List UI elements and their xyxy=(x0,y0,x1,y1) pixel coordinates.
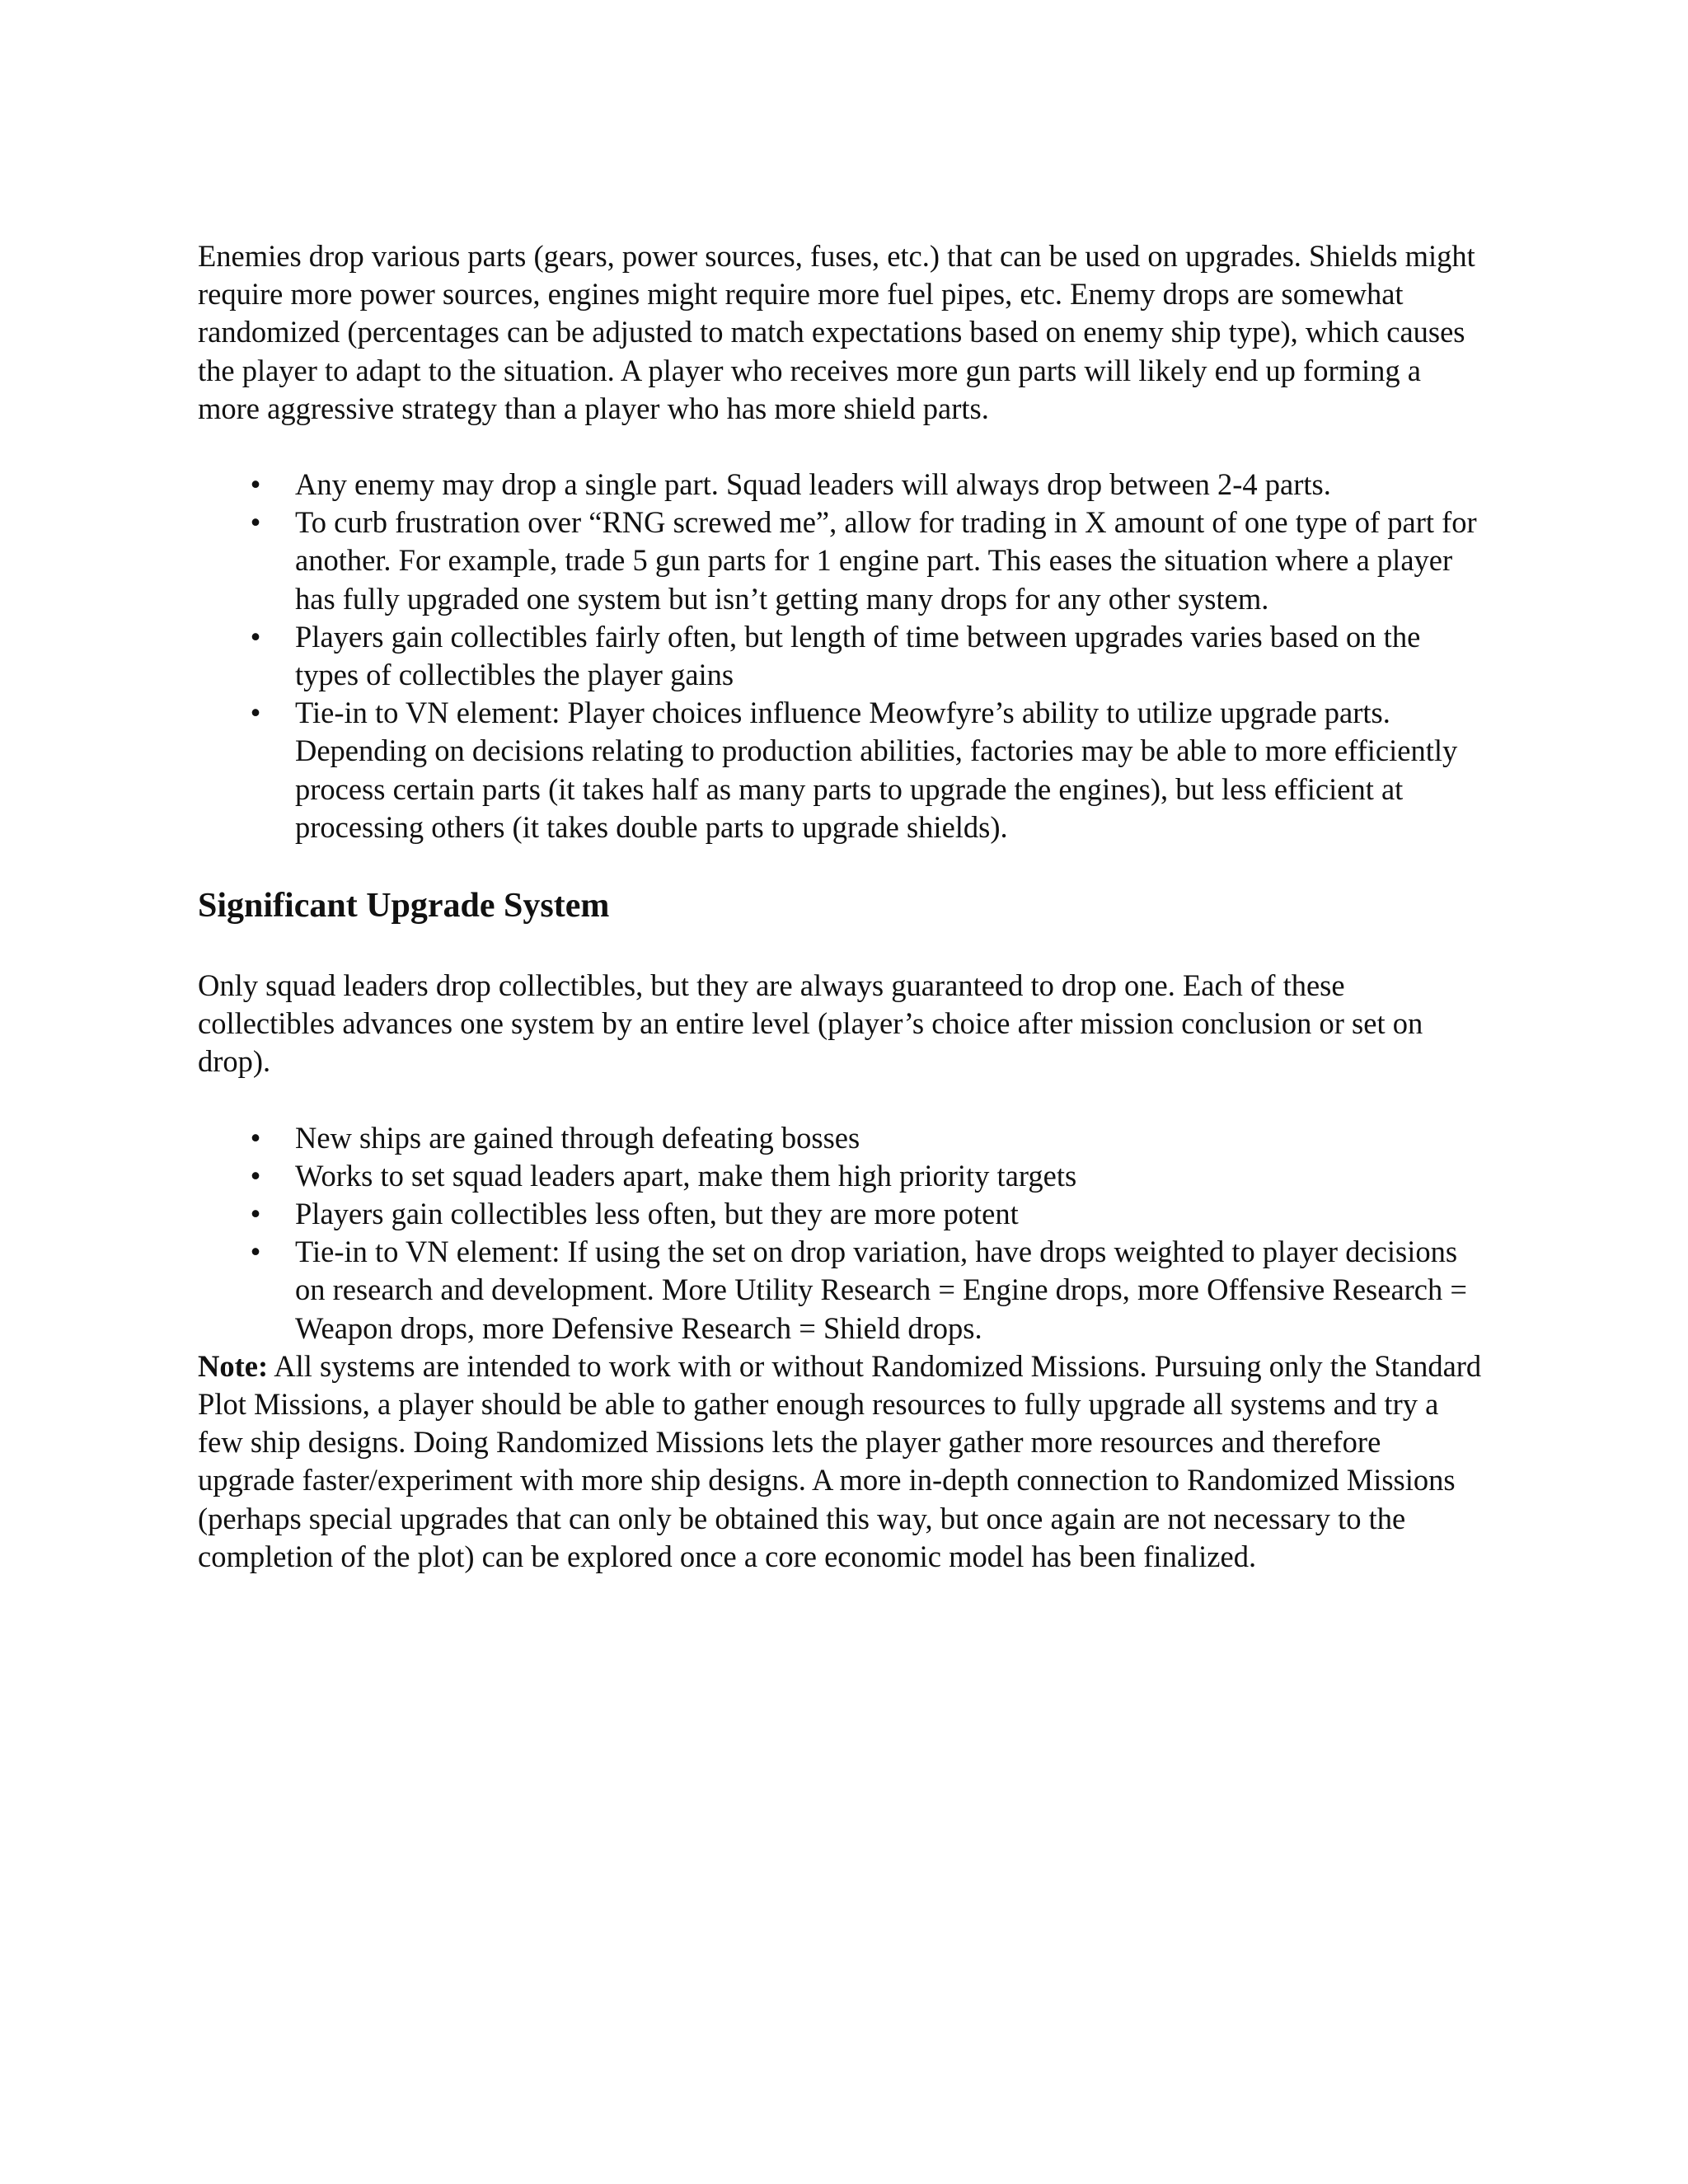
list-item xyxy=(198,694,1484,846)
bullet-icon: • xyxy=(250,696,261,730)
bullet-icon: • xyxy=(250,505,261,540)
list-item xyxy=(198,504,1484,618)
list-item-text: Tie-in to VN element: Player choices influence Meowfyre’s ability to utilize upgrade parts. Depending on decisions relating to production abilities, factories may be able to more efficiently process certain parts (it takes half as many parts to upgrade the engines), but less efficient at processing others (it takes double parts to upgrade shields). xyxy=(295,696,1458,844)
list-item xyxy=(198,1233,1484,1347)
list-item-text: New ships are gained through defeating bosses xyxy=(295,1120,860,1155)
intro-paragraph: Enemies drop various parts (gears, power sources, fuses, etc.) that can be used on upgrades. Shields might require more power sources, engines might require more fuel pipes, etc. Enemy drops are somewhat randomized (percentages can be adjusted to match expectations based on enemy ship type), which causes the player to adapt to the situation. A player who receives more gun parts will likely end up forming a more aggressive strategy than a player who has more shield parts. xyxy=(198,239,1475,425)
bullet-icon: • xyxy=(250,1235,261,1269)
list-item-text: Tie-in to VN element: If using the set on drop variation, have drops weighted to player decisions on research and development. More Utility Research = Engine drops, more Offensive Research = Weapon drops, more Defensive Research = Shield drops. xyxy=(295,1235,1467,1345)
significant-paragraph: Only squad leaders drop collectibles, but they are always guaranteed to drop one. Each of these collectibles advances one system by an entire level (player’s choice after mission conclusion or set on drop). xyxy=(198,968,1423,1079)
section-heading: Significant Upgrade System xyxy=(198,887,610,926)
note-label: Note: xyxy=(198,1348,269,1383)
list-item-text: Players gain collectibles fairly often, but length of time between upgrades varies based on the types of collectibles the player gains xyxy=(295,619,1421,692)
bullet-icon: • xyxy=(250,467,261,502)
document-page xyxy=(198,237,1484,1576)
bullet-icon: • xyxy=(250,1120,261,1155)
list-item xyxy=(198,466,1484,504)
note-paragraph xyxy=(198,1347,1484,1576)
parts-bullet-list xyxy=(198,466,1484,846)
significant-bullet-list xyxy=(198,1119,1484,1347)
list-item xyxy=(198,1195,1484,1233)
bullet-icon: • xyxy=(250,1158,261,1193)
list-item-text: To curb frustration over “RNG screwed me”, allow for trading in X amount of one type of part for another. For example, trade 5 gun parts for 1 engine part. This eases the situation where a player has fully upgraded one system but isn’t getting many drops for any other system. xyxy=(295,505,1477,616)
list-item xyxy=(198,1119,1484,1157)
list-item-text: Works to set squad leaders apart, make them high priority targets xyxy=(295,1158,1077,1193)
bullet-icon: • xyxy=(250,1197,261,1231)
bullet-icon: • xyxy=(250,619,261,654)
note-text: All systems are intended to work with or without Randomized Missions. Pursuing only the Standard Plot Missions, a player should be able to gather enough resources to fully upgrade all systems and try a few ship designs. Doing Randomized Missions lets the player gather more resources and therefore upgrade faster/experiment with more ship designs. A more in-depth connection to Randomized Missions (perhaps special upgrades that can only be obtained this way, but once again are not necessary to the completion of the plot) can be explored once a core economic model has been finalized. xyxy=(198,1348,1482,1573)
list-item-text: Any enemy may drop a single part. Squad leaders will always drop between 2-4 parts. xyxy=(295,467,1331,502)
list-item xyxy=(198,1157,1484,1195)
list-item xyxy=(198,618,1484,694)
list-item-text: Players gain collectibles less often, but they are more potent xyxy=(295,1197,1019,1231)
